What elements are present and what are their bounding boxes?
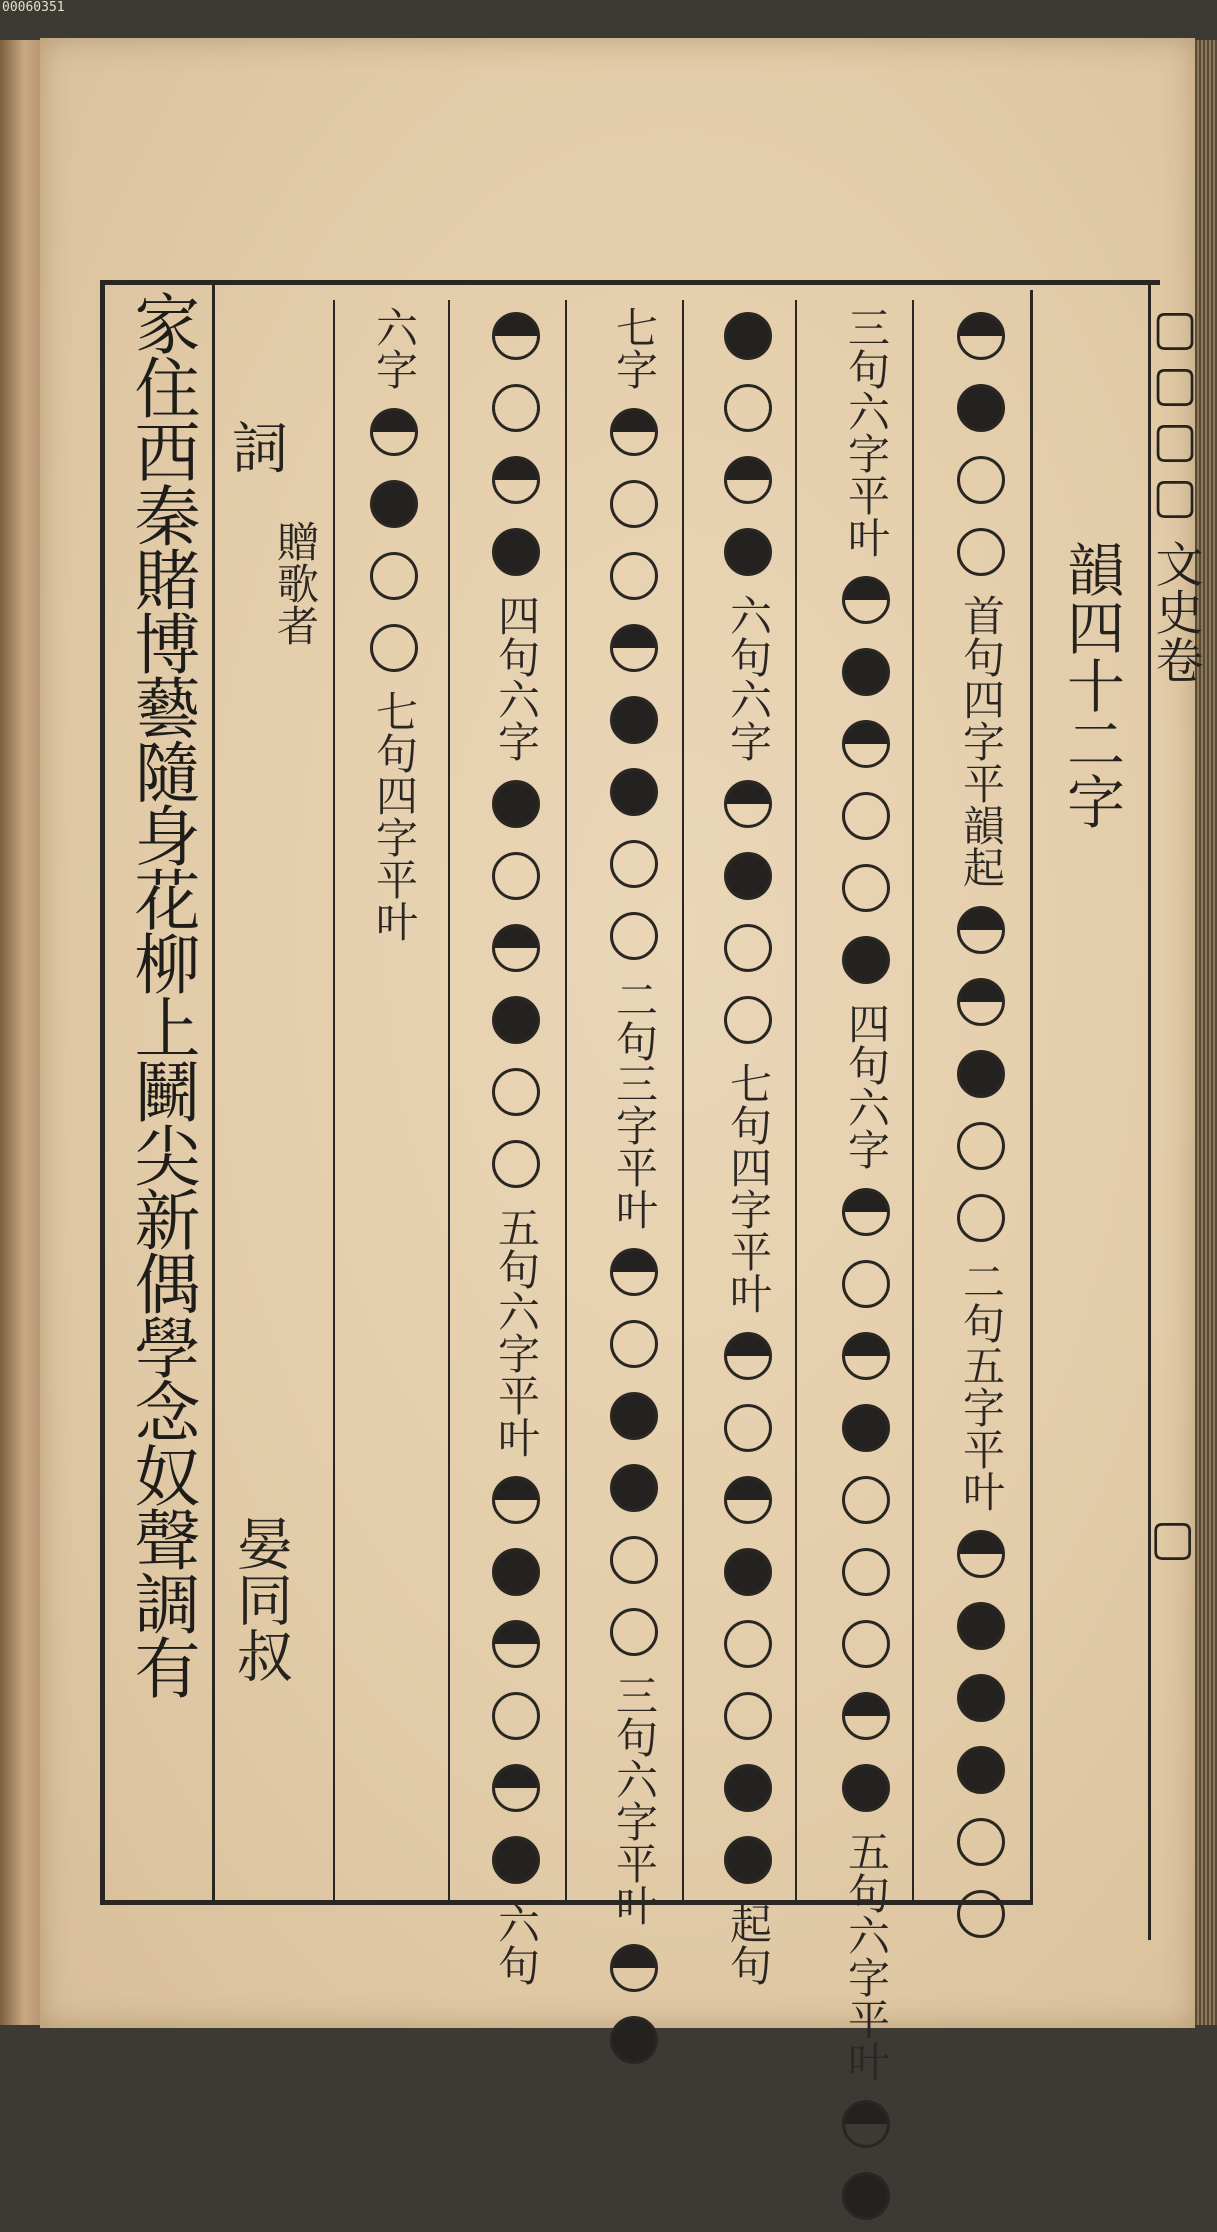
tone-note: 四句六字 — [842, 1002, 891, 1170]
tone-mark-black — [724, 528, 772, 576]
divider-7 — [1030, 290, 1033, 1905]
notation-column — [480, 300, 552, 1992]
tone-mark-half — [610, 624, 658, 672]
tone-mark-half — [957, 978, 1005, 1026]
tone-mark-white — [957, 1122, 1005, 1170]
tone-mark-white — [957, 1890, 1005, 1938]
tone-mark-white — [492, 384, 540, 432]
tone-mark-black — [492, 1548, 540, 1596]
divider-5 — [795, 300, 797, 1900]
notation-column — [945, 300, 1017, 1950]
notation-column — [712, 300, 784, 1992]
tone-mark-half — [842, 1188, 890, 1236]
tone-mark-white — [842, 792, 890, 840]
tone-mark-half — [492, 1764, 540, 1812]
tone-mark-white — [957, 1194, 1005, 1242]
frame-top — [100, 280, 1160, 285]
tone-mark-white — [724, 384, 772, 432]
folio-number: ▢ — [1150, 1510, 1196, 1566]
tone-mark-white — [492, 1140, 540, 1188]
tone-mark-white — [724, 996, 772, 1044]
tone-mark-half — [610, 1944, 658, 1992]
tone-mark-half — [724, 780, 772, 828]
poem-author: 晏同叔 — [228, 1515, 293, 1683]
notation-column — [358, 300, 430, 948]
tone-mark-half — [492, 1620, 540, 1668]
tune-count: 韻四十二字 — [1057, 540, 1125, 830]
tone-mark-black — [724, 1548, 772, 1596]
tone-mark-black — [724, 852, 772, 900]
tone-mark-half — [724, 456, 772, 504]
tone-mark-half — [842, 1332, 890, 1380]
tone-note: 首句四字平韻起 — [957, 594, 1006, 888]
divider-4 — [682, 300, 684, 1900]
tone-mark-white — [724, 924, 772, 972]
scan-label: 00060351 — [2, 0, 65, 15]
tone-mark-black — [610, 696, 658, 744]
tone-note: 七字 — [610, 306, 659, 390]
tone-mark-white — [724, 1404, 772, 1452]
tone-mark-white — [842, 864, 890, 912]
tone-mark-white — [610, 1536, 658, 1584]
tone-note: 四句六字 — [492, 594, 541, 762]
tone-mark-black — [370, 480, 418, 528]
frame-left-inner — [212, 280, 215, 1905]
tone-mark-white — [492, 852, 540, 900]
divider-6 — [912, 300, 914, 1900]
tone-mark-white — [610, 1608, 658, 1656]
tone-mark-black — [610, 768, 658, 816]
tone-mark-black — [842, 648, 890, 696]
tone-mark-white — [492, 1692, 540, 1740]
tone-mark-white — [957, 528, 1005, 576]
tone-mark-half — [957, 906, 1005, 954]
tone-note: 五句六字平叶 — [492, 1206, 541, 1458]
tone-mark-half — [842, 576, 890, 624]
tone-mark-white — [842, 1260, 890, 1308]
tone-mark-half — [842, 2100, 890, 2148]
notation-column — [830, 300, 902, 2232]
tone-mark-white — [370, 624, 418, 672]
tone-mark-half — [957, 312, 1005, 360]
tone-mark-white — [957, 456, 1005, 504]
tone-mark-half — [957, 1530, 1005, 1578]
tone-mark-black — [724, 312, 772, 360]
tone-mark-black — [842, 1764, 890, 1812]
tone-mark-white — [370, 552, 418, 600]
tone-mark-black — [957, 1674, 1005, 1722]
tone-mark-black — [610, 1392, 658, 1440]
poem-heading: 詞 — [232, 417, 288, 482]
tone-note: 二句三字平叶 — [610, 978, 659, 1230]
tone-mark-black — [957, 1746, 1005, 1794]
tone-mark-black — [957, 1050, 1005, 1098]
divider-1 — [333, 300, 335, 1900]
tone-mark-half — [492, 456, 540, 504]
tone-note: 六字 — [370, 306, 419, 390]
divider-2 — [448, 300, 450, 1900]
tone-note: 起句 — [724, 1902, 773, 1986]
tone-note: 七句四字平叶 — [724, 1062, 773, 1314]
tone-mark-half — [370, 408, 418, 456]
tone-mark-white — [610, 480, 658, 528]
tone-mark-black — [957, 1602, 1005, 1650]
tone-note: 七句四字平叶 — [370, 690, 419, 942]
tone-note: 三句六字平叶 — [610, 1674, 659, 1926]
tone-mark-white — [492, 1068, 540, 1116]
notation-column — [598, 300, 670, 2076]
tone-mark-half — [492, 1476, 540, 1524]
tone-mark-white — [724, 1620, 772, 1668]
tone-mark-white — [610, 552, 658, 600]
tone-mark-white — [610, 1320, 658, 1368]
tone-mark-white — [724, 1692, 772, 1740]
tone-note: 二句五字平叶 — [957, 1260, 1006, 1512]
facing-page-edge — [0, 40, 40, 2025]
tone-mark-black — [610, 1464, 658, 1512]
tone-mark-half — [610, 408, 658, 456]
tone-mark-black — [957, 384, 1005, 432]
tone-mark-half — [492, 924, 540, 972]
tone-mark-black — [492, 996, 540, 1044]
tone-mark-half — [492, 312, 540, 360]
tone-mark-half — [842, 720, 890, 768]
tone-mark-half — [724, 1332, 772, 1380]
tone-note: 六句 — [492, 1902, 541, 1986]
frame-left — [100, 280, 105, 1905]
tone-mark-black — [492, 1836, 540, 1884]
tone-note: 六句六字 — [724, 594, 773, 762]
tone-mark-black — [842, 2172, 890, 2220]
tone-mark-black — [724, 1836, 772, 1884]
tone-mark-black — [842, 936, 890, 984]
poem-subtitle: 贈歌者 — [271, 520, 320, 646]
poem-text: 家住西秦賭博藝隨身花柳上鬭尖新偶學念奴聲調有 — [123, 290, 200, 1698]
tone-mark-white — [842, 1548, 890, 1596]
tone-mark-black — [492, 780, 540, 828]
running-head: ▢▢▢▢ 文史卷 — [1147, 300, 1203, 684]
tone-mark-black — [610, 2016, 658, 2064]
tone-mark-black — [492, 528, 540, 576]
tone-mark-white — [842, 1620, 890, 1668]
tone-mark-white — [610, 912, 658, 960]
tone-mark-white — [610, 840, 658, 888]
tone-note: 三句六字平叶 — [842, 306, 891, 558]
divider-3 — [565, 300, 567, 1900]
tone-mark-black — [842, 1404, 890, 1452]
tone-mark-white — [957, 1818, 1005, 1866]
tone-mark-black — [724, 1764, 772, 1812]
tone-note: 五句六字平叶 — [842, 1830, 891, 2082]
tone-mark-half — [724, 1476, 772, 1524]
tone-mark-white — [842, 1476, 890, 1524]
tone-mark-half — [610, 1248, 658, 1296]
tone-mark-half — [842, 1692, 890, 1740]
